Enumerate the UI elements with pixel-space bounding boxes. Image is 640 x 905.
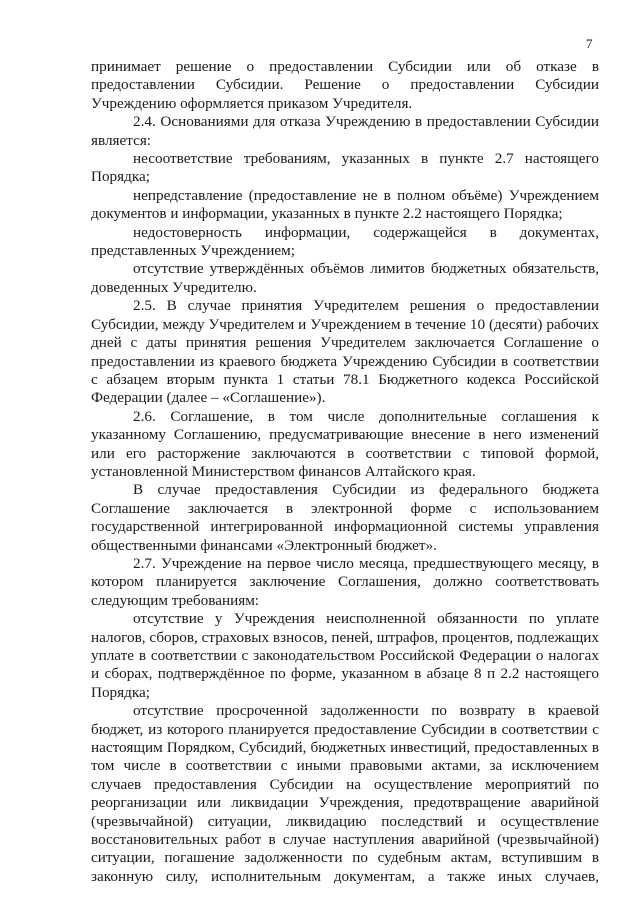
document-body (91, 58, 599, 886)
paragraph-unreliability: недостоверность информации, содержащейся в документах, представленных Учреждением; (91, 223, 599, 260)
page-number: 7 (586, 36, 593, 51)
paragraph-federal-budget: В случае предоставления Субсидии из федерального бюджета Соглашение заключается в электронной форме с использованием государственной интегрированной информационной системы управления общественными финансами «Электронный бюджет». (91, 481, 599, 554)
paragraph-no-limits: отсутствие утверждённых объёмов лимитов бюджетных обязательств, доведенных Учредителю. (91, 260, 599, 296)
paragraph-2-6: 2.6. Соглашение, в том числе дополнительные соглашения к указанному Соглашению, предусматривающие внесение в него изменений или его расторжение заключаются в соответствии с типовой формой, установленной Министерством финансов Алтайского края. (91, 407, 599, 480)
paragraph-2-4: 2.4. Основаниями для отказа Учреждению в предоставлении Субсидии является: (91, 113, 599, 149)
paragraph-no-tax-debt: отсутствие у Учреждения неисполненной обязанности по уплате налогов, сборов, страховых взносов, пеней, штрафов, процентов, подлежащих уплате в соответствии с законодательством Российской Федерации о налогах и сборах, подтверждённое по форме, указанном в абзаце 8 п 2.2 настоящего Порядка; (91, 610, 599, 701)
paragraph-decision: принимает решение о предоставлении Субсидии или об отказе в предоставлении Субсидии. Решение о предоставлении Субсидии Учреждению оформляется приказом Учредителя. (91, 58, 599, 112)
paragraph-no-overdue-debt: отсутствие просроченной задолженности по возврату в краевой бюджет, из которого планируется предоставление Субсидии в соответствии с настоящим Порядком, Субсидий, бюджетных инвестиций, предоставленных в том числе в соответствии с иными правовыми актами, за исключением случаев предоставления Субсидии на осуществление мероприятий по реорганизации или ликвидации Учреждения, предотвращение аварийной (чрезвычайной) ситуации, ликвидацию последствий и осуществление восстановительных работ в случае наступления аварийной (чрезвычайной) ситуации, погашение задолженности по судебным актам, вступившим в законную силу, исполнительным документам, а также иных случаев, (91, 702, 599, 885)
paragraph-2-7: 2.7. Учреждение на первое число месяца, предшествующего месяцу, в котором планируется заключение Соглашения, должно соответствовать следующим требованиям: (91, 554, 599, 609)
paragraph-nonconformity: несоответствие требованиям, указанных в пункте 2.7 настоящего Порядка; (91, 150, 599, 186)
paragraph-2-5: 2.5. В случае принятия Учредителем решения о предоставлении Субсидии, между Учредителем и Учреждением в течение 10 (десяти) рабочих дней с даты принятия решения Учредителем заключается Соглашение о предоставлении из краевого бюджета Учреждению Субсидии в соответствии с абзацем вторым пункта 1 статьи 78.1 Бюджетного кодекса Российской Федерации (далее – «Соглашение»). (91, 297, 599, 407)
paragraph-nonsubmission: непредставление (предоставление не в полном объёме) Учреждением документов и информации, указанных в пункте 2.2 настоящего Порядка; (91, 186, 599, 223)
